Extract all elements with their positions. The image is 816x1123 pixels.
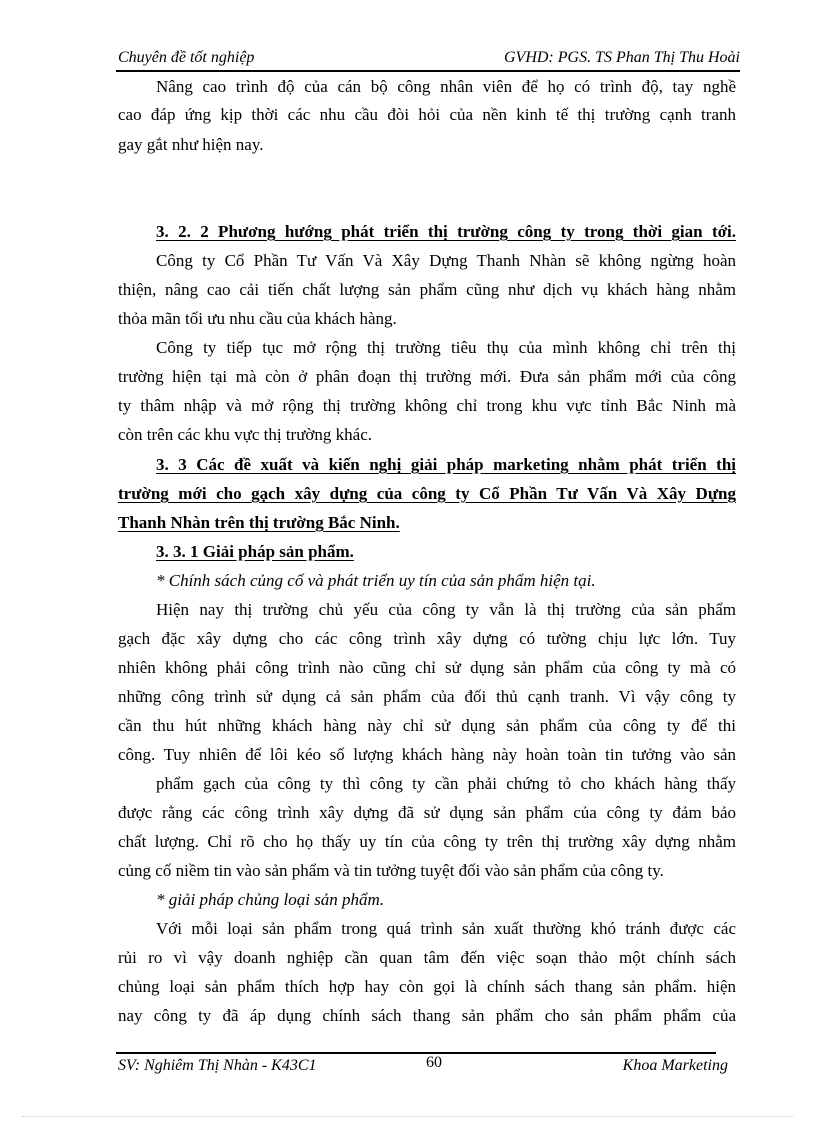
footer-right-text: Khoa Marketing	[622, 1057, 728, 1074]
section-heading-3-3: 3. 3 Các đề xuất và kiến nghị giải pháp marketing nhằm phát triển thị	[156, 455, 736, 474]
body-line: trường hiện tại mà còn ở phân đoạn thị trường mới. Đưa sản phẩm mới của công	[118, 367, 736, 386]
section-heading-3-3-end: Thanh Nhàn trên thị trường Bắc Ninh.	[118, 513, 400, 532]
body-line: chủng loại sản phẩm thích hợp hay còn gọi là chính sách thang sản phẩm. hiện	[118, 977, 736, 996]
body-line: gay gắt như hiện nay.	[118, 135, 264, 154]
body-line: Công ty tiếp tục mở rộng thị trường tiêu thụ của mình không chỉ trên thị	[156, 338, 736, 357]
body-line: cần thu hút những khách hàng này chỉ sử dụng sản phẩm của công ty để thi	[118, 716, 736, 735]
body-line: Công ty Cổ Phần Tư Vấn Và Xây Dựng Thanh Nhàn sẽ không ngừng hoàn	[156, 251, 736, 270]
body-line: nay công ty đã áp dụng chính sách thang sản phẩm cho sản phẩm phẩm của	[118, 1006, 736, 1025]
body-line: thỏa mãn tối ưu nhu cầu của khách hàng.	[118, 309, 397, 328]
body-line: thiện, nâng cao cải tiến chất lượng sản phẩm cũng như dịch vụ khách hàng nhằm	[118, 280, 736, 299]
section-heading-3-2-2: 3. 2. 2 Phương hướng phát triển thị trường công ty trong thời gian tới.	[156, 222, 736, 241]
body-line: công. Tuy nhiên để lôi kéo số lượng khách hàng này hoàn toàn tin tưởng vào sản	[118, 745, 736, 764]
body-line: củng cố niềm tin vào sản phẩm và tin tưởng tuyệt đối vào sản phẩm của công ty.	[118, 861, 664, 880]
header-right-text: GVHD: PGS. TS Phan Thị Thu Hoài	[503, 49, 740, 66]
footer-left-text: SV: Nghiêm Thị Nhàn - K43C1	[118, 1057, 317, 1074]
body-line: cao đáp ứng kịp thời các nhu cầu đòi hỏi của nền kinh tế thị trường cạnh tranh	[118, 105, 736, 124]
body-line: Với mỗi loại sản phẩm trong quá trình sản xuất thường khó tránh được các	[156, 919, 736, 938]
body-line: rủi ro vì vậy doanh nghiệp cần quan tâm đến việc soạn thảo một chính sách	[118, 948, 736, 967]
page-bottom-border	[22, 1116, 794, 1117]
body-line: được rằng các công trình xây dựng đã sử dụng sản phẩm của công ty đảm bảo	[118, 803, 736, 822]
body-line: những công trình sử dụng cả sản phẩm của đối thủ cạnh tranh. Vì vậy công ty	[118, 687, 736, 706]
body-line: gạch đặc xây dựng cho các công trình xây dựng có tường chịu lực lớn. Tuy	[118, 629, 736, 648]
body-line: còn trên các khu vực thị trường khác.	[118, 425, 372, 444]
body-line: chất lượng. Chỉ rõ cho họ thấy uy tín của công ty trên thị trường xây dựng nhằm	[118, 832, 736, 851]
body-line: Nâng cao trình độ của cán bộ công nhân viên để họ có trình độ, tay nghề	[156, 77, 736, 96]
body-line: ty thâm nhập và mở rộng thị trường không chỉ trong khu vực tỉnh Bắc Ninh mà	[118, 396, 736, 415]
body-line: nhiên không phải công trình nào cũng chỉ sử dụng sản phẩm của công ty mà có	[118, 658, 736, 677]
subheading-chung-loai: * giải pháp chủng loại sản phẩm.	[156, 890, 385, 909]
subheading-chinh-sach: * Chính sách củng cố và phát triển uy tín của sản phẩm hiện tại.	[156, 571, 596, 590]
header-divider	[116, 70, 740, 72]
section-heading-3-3-cont: trường mới cho gạch xây dựng của công ty Cổ Phần Tư Vấn Và Xây Dựng	[118, 484, 736, 503]
footer-divider	[116, 1052, 716, 1054]
header-left-text: Chuyên đề tốt nghiệp	[118, 49, 255, 66]
body-line: phẩm gạch của công ty thì công ty cần phải chứng tỏ cho khách hàng thấy	[156, 774, 736, 793]
page-number: 60	[426, 1054, 442, 1071]
section-heading-3-3-1: 3. 3. 1 Giải pháp sản phẩm.	[156, 542, 354, 561]
body-line: Hiện nay thị trường chủ yếu của công ty vẫn là thị trường của sản phẩm	[156, 600, 736, 619]
